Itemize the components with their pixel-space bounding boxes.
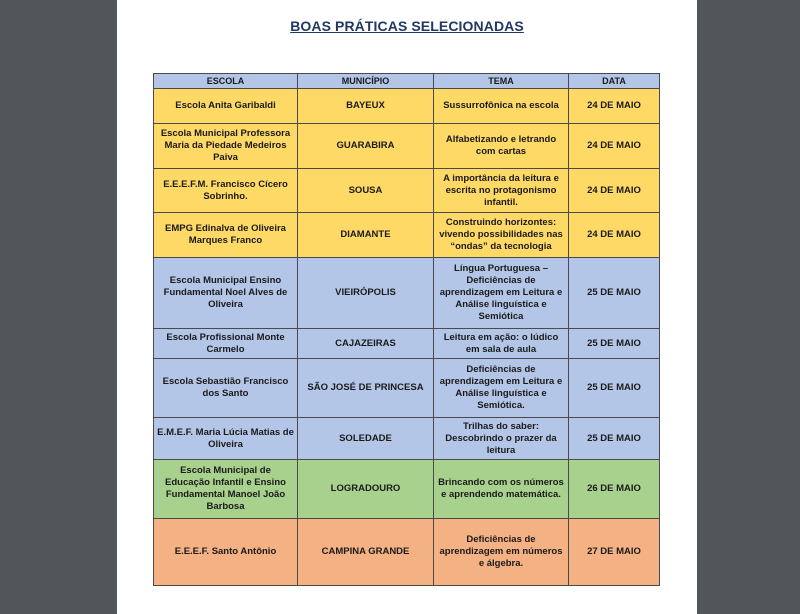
table-row xyxy=(154,359,660,418)
cell-municipio: BAYEUX xyxy=(298,89,434,124)
cell-tema: Sussurrofônica na escola xyxy=(434,89,569,124)
header-data: DATA xyxy=(569,74,660,89)
table-row xyxy=(154,519,660,586)
header-escola: ESCOLA xyxy=(154,74,298,89)
cell-data: 25 DE MAIO xyxy=(569,258,660,329)
viewer-background-right xyxy=(697,0,800,614)
cell-tema: Brincando com os números e aprendendo matemática. xyxy=(434,460,569,519)
document-title: BOAS PRÁTICAS SELECIONADAS xyxy=(290,18,524,34)
table-row xyxy=(154,460,660,519)
cell-escola: EMPG Edinalva de Oliveira Marques Franco xyxy=(154,213,298,258)
selected-practices-table xyxy=(153,73,660,586)
cell-tema: Trilhas do saber: Descobrindo o prazer da leitura xyxy=(434,418,569,460)
cell-tema: Deficiências de aprendizagem em números e álgebra. xyxy=(434,519,569,586)
cell-tema: A importância da leitura e escrita no protagonismo infantil. xyxy=(434,169,569,213)
cell-data: 25 DE MAIO xyxy=(569,329,660,359)
cell-data: 25 DE MAIO xyxy=(569,359,660,418)
cell-municipio: LOGRADOURO xyxy=(298,460,434,519)
cell-escola: E.E.E.F. Santo Antônio xyxy=(154,519,298,586)
cell-escola: Escola Municipal de Educação Infantil e Ensino Fundamental Manoel João Barbosa xyxy=(154,460,298,519)
table-row xyxy=(154,418,660,460)
cell-municipio: CAJAZEIRAS xyxy=(298,329,434,359)
cell-data: 24 DE MAIO xyxy=(569,169,660,213)
cell-municipio: VIEIRÓPOLIS xyxy=(298,258,434,329)
cell-tema: Leitura em ação: o lúdico em sala de aula xyxy=(434,329,569,359)
viewer-background-left xyxy=(0,0,117,614)
cell-municipio: CAMPINA GRANDE xyxy=(298,519,434,586)
cell-tema: Deficiências de aprendizagem em Leitura e Análise linguística e Semiótica. xyxy=(434,359,569,418)
cell-tema: Língua Portuguesa – Deficiências de aprendizagem em Leitura e Análise linguística e Semiótica xyxy=(434,258,569,329)
cell-municipio: SÃO JOSÉ DE PRINCESA xyxy=(298,359,434,418)
header-tema: TEMA xyxy=(434,74,569,89)
cell-escola: E.M.E.F. Maria Lúcia Matias de Oliveira xyxy=(154,418,298,460)
cell-escola: Escola Municipal Professora Maria da Piedade Medeiros Paiva xyxy=(154,124,298,169)
cell-data: 26 DE MAIO xyxy=(569,460,660,519)
cell-data: 25 DE MAIO xyxy=(569,418,660,460)
cell-tema: Alfabetizando e letrando com cartas xyxy=(434,124,569,169)
cell-municipio: GUARABIRA xyxy=(298,124,434,169)
cell-data: 24 DE MAIO xyxy=(569,124,660,169)
table-row xyxy=(154,258,660,329)
header-municipio: MUNICÍPIO xyxy=(298,74,434,89)
cell-data: 27 DE MAIO xyxy=(569,519,660,586)
document-page xyxy=(117,0,697,614)
table-row xyxy=(154,169,660,213)
cell-data: 24 DE MAIO xyxy=(569,213,660,258)
cell-escola: E.E.E.F.M. Francisco Cícero Sobrinho. xyxy=(154,169,298,213)
table-row xyxy=(154,124,660,169)
cell-municipio: SOLEDADE xyxy=(298,418,434,460)
cell-municipio: DIAMANTE xyxy=(298,213,434,258)
table-row xyxy=(154,329,660,359)
cell-municipio: SOUSA xyxy=(298,169,434,213)
table-row xyxy=(154,89,660,124)
cell-tema: Construindo horizontes: vivendo possibilidades nas “ondas” da tecnologia xyxy=(434,213,569,258)
table-header-row xyxy=(154,74,660,89)
table-row xyxy=(154,213,660,258)
cell-escola: Escola Anita Garibaldi xyxy=(154,89,298,124)
cell-escola: Escola Profissional Monte Carmelo xyxy=(154,329,298,359)
cell-escola: Escola Sebastião Francisco dos Santo xyxy=(154,359,298,418)
cell-escola: Escola Municipal Ensino Fundamental Noel Alves de Oliveira xyxy=(154,258,298,329)
cell-data: 24 DE MAIO xyxy=(569,89,660,124)
